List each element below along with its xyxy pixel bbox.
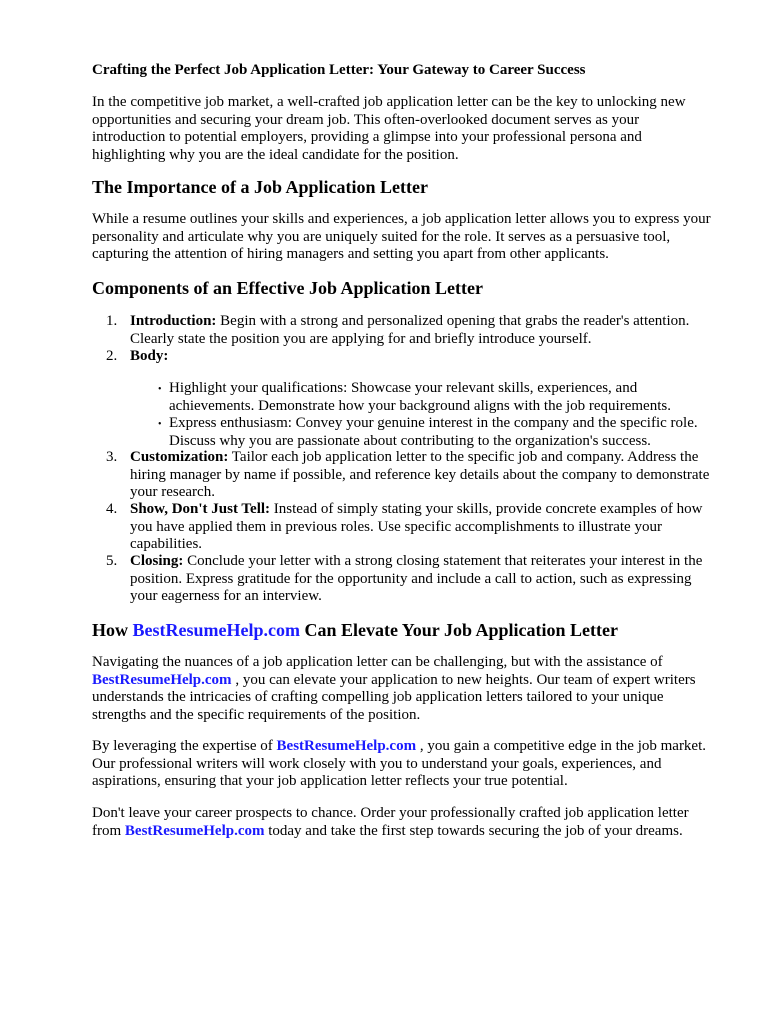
item-number: 3.: [106, 449, 118, 465]
heading-how: [92, 620, 712, 641]
bullet-icon: •: [158, 384, 162, 395]
list-item: [92, 449, 712, 502]
heading-components: Components of an Effective Job Application Letter: [92, 278, 483, 298]
importance-paragraph: While a resume outlines your skills and experiences, a job application letter allows you to express your personality and articulate why you are uniquely suited for the role. It serves as a persuasive tool, capturing the attention of hiring managers and setting you apart from other applicants.: [92, 211, 711, 262]
item-text: Instead of simply stating your skills, provide concrete examples of how you have applied them in previous roles. Use specific accomplishments to illustrate your capabilities.: [130, 501, 703, 552]
list-item: [92, 501, 712, 554]
list-item: [92, 348, 712, 366]
list-item: [92, 313, 712, 348]
brand-link[interactable]: BestResumeHelp.com: [276, 738, 417, 754]
how-paragraph-3: Don't leave your career prospects to chance. Order your professionally crafted job application letter from BestResumeHelp.com today and take the first step towards securing the job of your dreams.: [92, 805, 689, 839]
brand-link[interactable]: BestResumeHelp.com: [132, 620, 300, 640]
item-number: 5.: [106, 553, 118, 569]
item-label: Show, Don't Just Tell:: [130, 501, 271, 517]
item-text: Conclude your letter with a strong closing statement that reiterates your interest in the position. Express gratitude for the opportunity and include a call to action, such as expressing your eagerness for an interview.: [130, 553, 703, 604]
how-paragraph-2: By leveraging the expertise of BestResumeHelp.com , you gain a competitive edge in the job market. Our professional writers will work closely with you to understand your goals, experiences, and aspirations, ensuring that your job application letter reflects your true potential.: [92, 738, 707, 789]
item-number: 1.: [106, 313, 118, 329]
heading-how-post: Can Elevate Your Job Application Letter: [299, 620, 618, 640]
item-label: Body:: [130, 348, 169, 364]
item-label: Customization:: [130, 449, 229, 465]
bullet-icon: •: [158, 419, 162, 430]
bullet-text: Express enthusiasm: Convey your genuine interest in the company and the specific role. Discuss why you are passionate about contributing to the organization's success.: [169, 415, 698, 449]
item-text: Tailor each job application letter to the specific job and company. Address the hiring manager by name if possible, and reference key details about the company to demonstrate your research.: [130, 449, 710, 500]
brand-link[interactable]: BestResumeHelp.com: [124, 822, 265, 839]
intro-paragraph: In the competitive job market, a well-crafted job application letter can be the key to unlocking new opportunities and securing your dream job. This often-overlooked document serves as your introduction to potential employers, providing a glimpse into your professional persona and highlighting why you are the ideal candidate for the position.: [92, 94, 686, 163]
item-label: Closing:: [130, 553, 184, 569]
components-list: [92, 313, 712, 603]
heading-how-pre: How: [92, 620, 133, 640]
bullet-text: Highlight your qualifications: Showcase your relevant skills, experiences, and achievements. Demonstrate how your background aligns with the job requirements.: [169, 380, 671, 414]
list-item: [92, 553, 712, 606]
item-label: Introduction:: [130, 313, 217, 329]
item-number: 2.: [106, 348, 118, 364]
heading-importance: The Importance of a Job Application Letter: [92, 177, 428, 197]
item-number: 4.: [106, 501, 118, 517]
how-paragraph-1: Navigating the nuances of a job application letter can be challenging, but with the assistance of BestResumeHelp.com , you can elevate your application to new heights. Our team of expert writers understands the intricacies of crafting compelling job application letters tailored to your unique strengths and the specific requirements of the position.: [92, 654, 696, 723]
document-title: Crafting the Perfect Job Application Letter: Your Gateway to Career Success: [92, 62, 586, 78]
bullet-item: [92, 415, 712, 450]
bullet-item: [92, 380, 712, 415]
item-text: Begin with a strong and personalized opening that grabs the reader's attention. Clearly state the position you are applying for and briefly introduce yourself.: [130, 313, 690, 347]
brand-link[interactable]: BestResumeHelp.com: [92, 671, 232, 688]
